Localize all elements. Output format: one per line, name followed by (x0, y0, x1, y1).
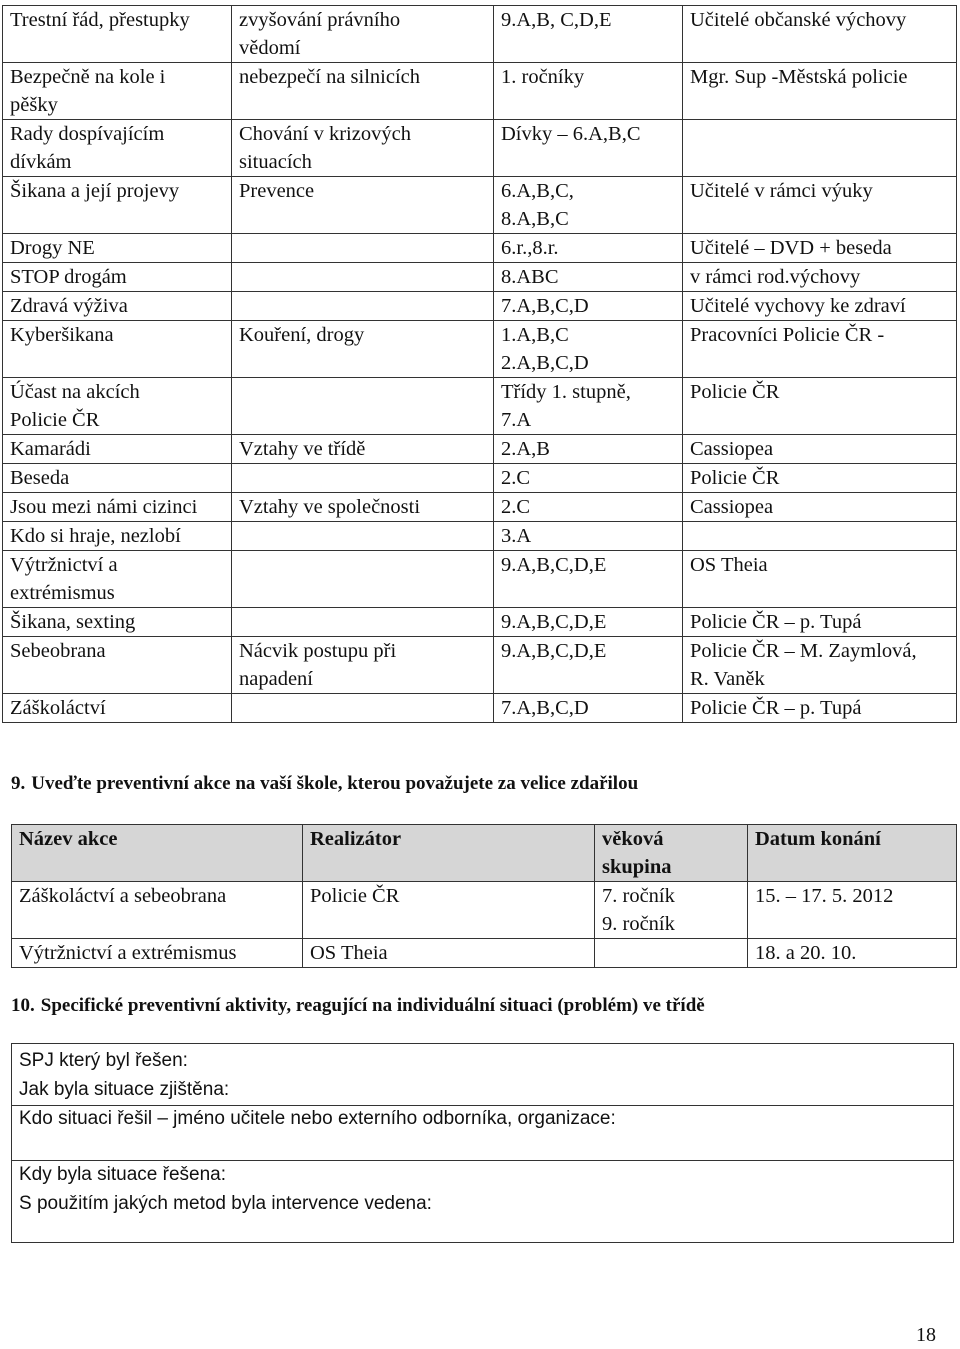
cell-classes: 6.A,B,C, 8.A,B,C (494, 177, 683, 234)
table-row (3, 120, 957, 177)
header-organizer: Realizátor (303, 825, 595, 882)
cell-theme: Vztahy ve společnosti (232, 493, 494, 522)
table-row (3, 378, 957, 435)
section-9-number: 9. (11, 773, 26, 794)
cell-theme (232, 292, 494, 321)
table-row (3, 694, 957, 723)
table-row (3, 435, 957, 464)
section-10-number: 10. (11, 995, 35, 1016)
cell-classes: 7.A,B,C,D (494, 292, 683, 321)
field-methods[interactable]: S použitím jakých metod byla intervence vedena: (19, 1193, 432, 1214)
cell-age-group (595, 939, 748, 968)
header-action-name: Název akce (12, 825, 303, 882)
table-row (3, 493, 957, 522)
cell-topic: Šikana, sexting (3, 608, 232, 637)
table-row (3, 637, 957, 694)
table-row (3, 292, 957, 321)
cell-classes: 2.C (494, 493, 683, 522)
section-9-title: Uveďte preventivní akce na vaší škole, kterou považujete za velice zdařilou (31, 773, 639, 794)
section-9-heading (11, 770, 638, 798)
cell-classes: 7.A,B,C,D (494, 694, 683, 723)
cell-provider: Cassiopea (683, 493, 957, 522)
cell-provider: Pracovníci Policie ČR - (683, 321, 957, 378)
cell-provider (683, 522, 957, 551)
cell-theme: Vztahy ve třídě (232, 435, 494, 464)
cell-provider: Učitelé vychovy ke zdraví (683, 292, 957, 321)
cell-organizer: OS Theia (303, 939, 595, 968)
field-when-solved[interactable]: Kdy byla situace řešena: (19, 1164, 227, 1185)
cell-classes: 8.ABC (494, 263, 683, 292)
cell-classes: 9.A,B,C,D,E (494, 608, 683, 637)
cell-theme (232, 234, 494, 263)
header-date: Datum konání (748, 825, 957, 882)
cell-topic: Záškoláctví (3, 694, 232, 723)
cell-classes: Dívky – 6.A,B,C (494, 120, 683, 177)
cell-classes: 9.A,B,C,D,E (494, 551, 683, 608)
table-row (3, 321, 957, 378)
cell-provider: Policie ČR – p. Tupá (683, 608, 957, 637)
cell-theme (232, 263, 494, 292)
field-how-discovered[interactable]: Jak byla situace zjištěna: (19, 1079, 230, 1100)
cell-topic: Šikana a její projevy (3, 177, 232, 234)
form-divider (12, 1105, 953, 1106)
cell-topic: Sebeobrana (3, 637, 232, 694)
situation-form-box (11, 1043, 954, 1243)
cell-provider: OS Theia (683, 551, 957, 608)
cell-topic: Kyberšikana (3, 321, 232, 378)
table-row (12, 939, 957, 968)
cell-provider: Policie ČR (683, 464, 957, 493)
cell-provider: Mgr. Sup -Městská policie (683, 63, 957, 120)
cell-age-group: 7. ročník 9. ročník (595, 882, 748, 939)
cell-provider: Cassiopea (683, 435, 957, 464)
cell-topic: Bezpečně na kole i pěšky (3, 63, 232, 120)
table-row (3, 177, 957, 234)
cell-topic: Jsou mezi námi cizinci (3, 493, 232, 522)
cell-topic: Účast na akcích Policie ČR (3, 378, 232, 435)
cell-provider: Učitelé v rámci výuky (683, 177, 957, 234)
table-row (3, 551, 957, 608)
cell-action-name: Záškoláctví a sebeobrana (12, 882, 303, 939)
form-divider (12, 1160, 953, 1161)
cell-action-name: Výtržnictví a extrémismus (12, 939, 303, 968)
table-row (3, 464, 957, 493)
field-who-solved[interactable]: Kdo situaci řešil – jméno učitele nebo externího odborníka, organizace: (19, 1108, 616, 1129)
cell-classes: Třídy 1. stupně, 7.A (494, 378, 683, 435)
header-age-group: věková skupina (595, 825, 748, 882)
table-row (3, 608, 957, 637)
cell-provider: Policie ČR (683, 378, 957, 435)
cell-provider: v rámci rod.výchovy (683, 263, 957, 292)
cell-topic: Výtržnictví a extrémismus (3, 551, 232, 608)
table-row (3, 263, 957, 292)
table-header-row (12, 825, 957, 882)
cell-theme: Chování v krizových situacích (232, 120, 494, 177)
table-row (3, 234, 957, 263)
section-10-heading (11, 992, 705, 1020)
cell-classes: 3.A (494, 522, 683, 551)
cell-theme (232, 464, 494, 493)
cell-theme (232, 522, 494, 551)
cell-theme (232, 378, 494, 435)
cell-theme: Prevence (232, 177, 494, 234)
cell-topic: Rady dospívajícím dívkám (3, 120, 232, 177)
successful-actions-table (11, 824, 957, 968)
cell-topic: STOP drogám (3, 263, 232, 292)
field-spj[interactable]: SPJ který byl řešen: (19, 1050, 188, 1071)
cell-date: 15. – 17. 5. 2012 (748, 882, 957, 939)
cell-provider: Učitelé občanské výchovy (683, 6, 957, 63)
cell-provider: Policie ČR – p. Tupá (683, 694, 957, 723)
cell-topic: Beseda (3, 464, 232, 493)
cell-topic: Kamarádi (3, 435, 232, 464)
cell-topic: Kdo si hraje, nezlobí (3, 522, 232, 551)
cell-date: 18. a 20. 10. (748, 939, 957, 968)
cell-theme: Kouření, drogy (232, 321, 494, 378)
cell-provider (683, 120, 957, 177)
cell-topic: Trestní řád, přestupky (3, 6, 232, 63)
prevention-activities-table (2, 5, 957, 723)
cell-classes: 9.A,B,C,D,E (494, 637, 683, 694)
cell-classes: 9.A,B, C,D,E (494, 6, 683, 63)
cell-theme (232, 694, 494, 723)
table-row (12, 882, 957, 939)
cell-theme: zvyšování právního vědomí (232, 6, 494, 63)
cell-topic: Drogy NE (3, 234, 232, 263)
cell-provider: Učitelé – DVD + beseda (683, 234, 957, 263)
cell-classes: 1.A,B,C 2.A,B,C,D (494, 321, 683, 378)
table-row (3, 522, 957, 551)
cell-classes: 1. ročníky (494, 63, 683, 120)
cell-theme (232, 608, 494, 637)
cell-theme (232, 551, 494, 608)
cell-classes: 2.A,B (494, 435, 683, 464)
table-row (3, 6, 957, 63)
cell-classes: 6.r.,8.r. (494, 234, 683, 263)
cell-provider: Policie ČR – M. Zaymlová, R. Vaněk (683, 637, 957, 694)
page-number: 18 (916, 1324, 936, 1346)
cell-topic: Zdravá výživa (3, 292, 232, 321)
cell-organizer: Policie ČR (303, 882, 595, 939)
cell-theme: nebezpečí na silnicích (232, 63, 494, 120)
section-10-title: Specifické preventivní aktivity, reagující na individuální situaci (problém) ve třídě (40, 995, 705, 1016)
table-row (3, 63, 957, 120)
cell-theme: Nácvik postupu při napadení (232, 637, 494, 694)
cell-classes: 2.C (494, 464, 683, 493)
